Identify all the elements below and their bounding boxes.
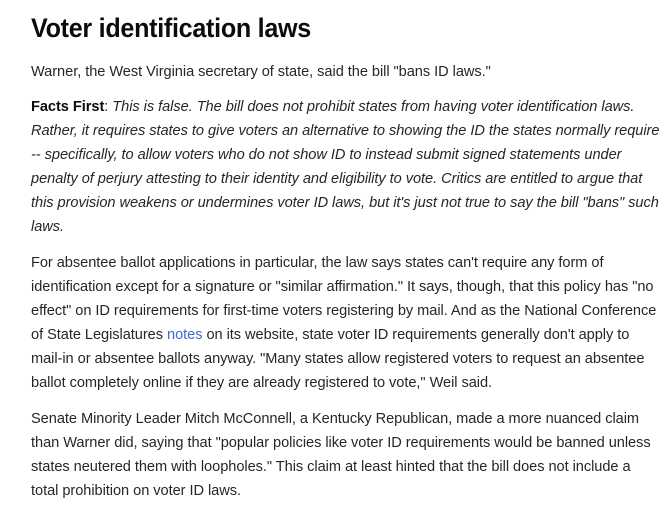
facts-first-body: This is false. The bill does not prohibit states from having voter identification laws. Rather, it requires states to give voters an alternative to showing the ID the states normally require -- specifically, to allow voters who do not show ID to instead submit signed statements under penalty of perjury attesting to their identity and eligibility to vote. Critics are entitled to argue that this provision weakens or undermines voter ID laws, but it's just not true to say the bill "bans" such laws. (31, 99, 660, 235)
facts-first-label: Facts First (31, 99, 105, 115)
paragraph-warner-claim: Warner, the West Virginia secretary of state, said the bill "bans ID laws." (31, 64, 491, 80)
paragraph-facts-first (31, 95, 661, 239)
paragraph-mcconnell-claim: Senate Minority Leader Mitch McConnell, a Kentucky Republican, made a more nuanced claim than Warner did, saying that "popular policies like voter ID requirements would be banned unless states neutered them with loopholes." This claim at least hinted that the bill does not include a total prohibition on voter ID laws. (31, 411, 651, 499)
paragraph-absentee-text-after: on its website, state voter ID requirements generally don't apply to mail-in or absentee ballots anyway. "Many states allow registered voters to request an absentee ballot completely online if they are already registered to vote," Weil said. (31, 327, 645, 391)
notes-link[interactable]: notes (167, 327, 203, 343)
section-headline: Voter identification laws (31, 13, 311, 43)
article-body (31, 0, 661, 503)
paragraph-absentee-text-before: For absentee ballot applications in particular, the law says states can't require any form of identification except for a signature or "similar affirmation." It says, though, that this policy has "no effect" on ID requirements for first-time voters registering by mail. And as the National Conference of State Legislatures (31, 255, 657, 343)
facts-first-colon: : (104, 99, 109, 115)
paragraph-absentee-ballots (31, 251, 661, 395)
